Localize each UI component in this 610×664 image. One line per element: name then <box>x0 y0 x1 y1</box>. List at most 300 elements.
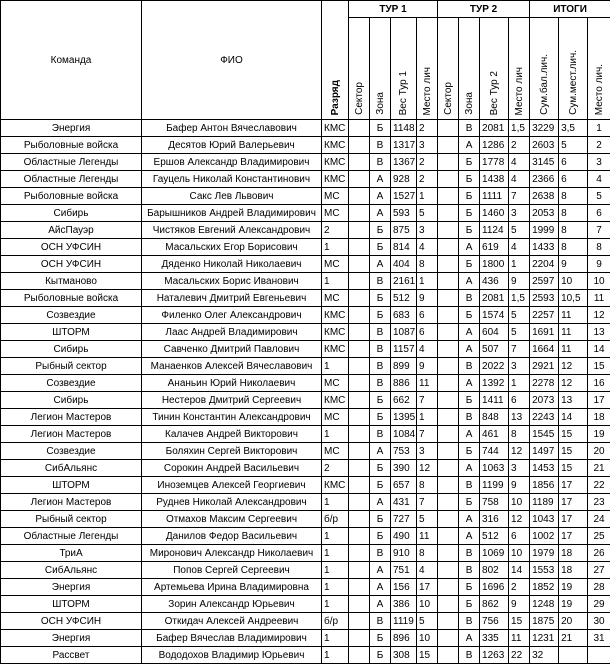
cell-zone-2: Б <box>459 188 480 205</box>
cell-place-1: 6 <box>417 307 438 324</box>
cell-sum-places: 14 <box>559 409 588 426</box>
cell-zone-2: Б <box>459 222 480 239</box>
cell-fio: Филенко Олег Александрович <box>142 307 322 324</box>
cell-sector-2 <box>438 579 459 596</box>
cell-rank: КМС <box>322 477 349 494</box>
cell-rank: КМС <box>322 154 349 171</box>
table-row <box>1 290 610 307</box>
cell-sector-2 <box>438 358 459 375</box>
cell-team: ОСН УФСИН <box>1 256 142 273</box>
cell-place-2: 2 <box>509 137 530 154</box>
cell-rank: 1 <box>322 528 349 545</box>
table-row <box>1 154 610 171</box>
cell-sum-points: 2593 <box>530 290 559 307</box>
cell-place-total: 19 <box>588 426 610 443</box>
table-row <box>1 392 610 409</box>
cell-rank: 1 <box>322 579 349 596</box>
cell-weight-1: 512 <box>391 290 417 307</box>
cell-zone-2: Б <box>459 307 480 324</box>
cell-weight-2: 1199 <box>480 477 509 494</box>
cell-place-1: 1 <box>417 273 438 290</box>
cell-zone-2: А <box>459 137 480 154</box>
cell-fio: Барышников Андрей Владимирович <box>142 205 322 222</box>
cell-place-2: 1,5 <box>509 290 530 307</box>
cell-zone-1: В <box>370 273 391 290</box>
cell-sum-points: 1664 <box>530 341 559 358</box>
cell-fio: Зорин Александр Юрьевич <box>142 596 322 613</box>
cell-sector-2 <box>438 273 459 290</box>
cell-weight-1: 683 <box>391 307 417 324</box>
cell-sector-1 <box>349 426 370 443</box>
cell-sum-points: 1545 <box>530 426 559 443</box>
cell-place-total: 28 <box>588 579 610 596</box>
cell-fio: Артемьева Ирина Владимировна <box>142 579 322 596</box>
cell-weight-2: 512 <box>480 528 509 545</box>
table-row <box>1 120 610 137</box>
header-weight-2: Вес Тур 2 <box>480 18 509 120</box>
cell-rank: 1 <box>322 239 349 256</box>
cell-sum-points: 2921 <box>530 358 559 375</box>
cell-weight-2: 862 <box>480 596 509 613</box>
cell-zone-2: А <box>459 511 480 528</box>
cell-zone-1: А <box>370 171 391 188</box>
cell-rank: КМС <box>322 137 349 154</box>
cell-sector-1 <box>349 596 370 613</box>
cell-sum-places: 15 <box>559 443 588 460</box>
cell-place-2: 12 <box>509 443 530 460</box>
cell-sector-2 <box>438 392 459 409</box>
cell-sector-1 <box>349 256 370 273</box>
cell-place-1: 1 <box>417 188 438 205</box>
cell-sum-points: 2638 <box>530 188 559 205</box>
cell-place-1: 9 <box>417 290 438 307</box>
cell-rank: 1 <box>322 273 349 290</box>
cell-rank: КМС <box>322 307 349 324</box>
cell-place-2: 13 <box>509 409 530 426</box>
cell-sum-points: 1453 <box>530 460 559 477</box>
cell-sum-points: 1231 <box>530 630 559 647</box>
cell-place-total: 17 <box>588 392 610 409</box>
cell-sum-points: 1553 <box>530 562 559 579</box>
cell-place-total: 22 <box>588 477 610 494</box>
cell-sector-2 <box>438 222 459 239</box>
cell-sector-1 <box>349 613 370 630</box>
header-place-2: Место лич <box>509 18 530 120</box>
cell-weight-1: 2161 <box>391 273 417 290</box>
cell-fio: Калачев Андрей Викторович <box>142 426 322 443</box>
cell-weight-1: 1087 <box>391 324 417 341</box>
header-tour2: ТУР 2 <box>438 1 530 18</box>
cell-zone-1: А <box>370 494 391 511</box>
cell-place-total: 12 <box>588 307 610 324</box>
cell-weight-2: 604 <box>480 324 509 341</box>
cell-team: Созвездие <box>1 443 142 460</box>
cell-rank: КМС <box>322 171 349 188</box>
cell-fio: Сакс Лев Львович <box>142 188 322 205</box>
cell-fio: Боляхин Сергей Викторович <box>142 443 322 460</box>
cell-sector-2 <box>438 613 459 630</box>
cell-fio: Чистяков Евгений Александрович <box>142 222 322 239</box>
cell-sector-2 <box>438 562 459 579</box>
cell-rank: 1 <box>322 596 349 613</box>
cell-zone-2: Б <box>459 494 480 511</box>
cell-place-total: 14 <box>588 341 610 358</box>
cell-sum-points: 1433 <box>530 239 559 256</box>
cell-zone-2: В <box>459 613 480 630</box>
cell-sector-1 <box>349 358 370 375</box>
cell-sector-2 <box>438 511 459 528</box>
cell-team: Энергия <box>1 630 142 647</box>
cell-weight-2: 2081 <box>480 290 509 307</box>
table-row <box>1 341 610 358</box>
table-row <box>1 426 610 443</box>
cell-team: Созвездие <box>1 307 142 324</box>
cell-sector-1 <box>349 137 370 154</box>
cell-sector-2 <box>438 409 459 426</box>
cell-weight-1: 593 <box>391 205 417 222</box>
cell-fio: Савченко Дмитрий Павлович <box>142 341 322 358</box>
cell-sum-places: 6 <box>559 154 588 171</box>
cell-place-total: 27 <box>588 562 610 579</box>
cell-sum-points: 1691 <box>530 324 559 341</box>
cell-place-2: 11 <box>509 630 530 647</box>
cell-sum-points: 2243 <box>530 409 559 426</box>
cell-weight-1: 1317 <box>391 137 417 154</box>
cell-weight-2: 848 <box>480 409 509 426</box>
cell-sector-1 <box>349 392 370 409</box>
cell-sector-2 <box>438 256 459 273</box>
cell-rank: 1 <box>322 630 349 647</box>
cell-rank: КМС <box>322 392 349 409</box>
table-row <box>1 545 610 562</box>
cell-sector-2 <box>438 137 459 154</box>
cell-weight-1: 156 <box>391 579 417 596</box>
cell-sum-places: 11 <box>559 341 588 358</box>
cell-team: СибАльянс <box>1 460 142 477</box>
table-row <box>1 562 610 579</box>
cell-place-total: 31 <box>588 630 610 647</box>
cell-sum-places: 18 <box>559 562 588 579</box>
cell-sector-2 <box>438 341 459 358</box>
cell-fio: Тинин Константин Александрович <box>142 409 322 426</box>
cell-rank: б/р <box>322 613 349 630</box>
cell-rank: МС <box>322 443 349 460</box>
cell-place-2: 3 <box>509 205 530 222</box>
cell-sum-points: 1497 <box>530 443 559 460</box>
cell-sector-2 <box>438 528 459 545</box>
cell-sum-places <box>559 647 588 664</box>
cell-weight-2: 756 <box>480 613 509 630</box>
table-row <box>1 307 610 324</box>
cell-place-2: 10 <box>509 494 530 511</box>
cell-sector-2 <box>438 443 459 460</box>
table-row <box>1 579 610 596</box>
cell-place-total: 18 <box>588 409 610 426</box>
table-row <box>1 460 610 477</box>
cell-zone-1: Б <box>370 630 391 647</box>
cell-place-total: 5 <box>588 188 610 205</box>
cell-sum-points: 1856 <box>530 477 559 494</box>
cell-zone-2: Б <box>459 596 480 613</box>
cell-zone-2: Б <box>459 443 480 460</box>
cell-zone-1: Б <box>370 239 391 256</box>
cell-weight-1: 1119 <box>391 613 417 630</box>
table-row <box>1 494 610 511</box>
header-fio: ФИО <box>142 1 322 120</box>
cell-fio: Ершов Александр Владимирович <box>142 154 322 171</box>
table-body <box>1 120 610 664</box>
table-row <box>1 630 610 647</box>
cell-weight-1: 910 <box>391 545 417 562</box>
cell-place-total: 15 <box>588 358 610 375</box>
cell-weight-1: 390 <box>391 460 417 477</box>
cell-zone-1: Б <box>370 120 391 137</box>
cell-place-total: 13 <box>588 324 610 341</box>
cell-fio: Лаас Андрей Владимирович <box>142 324 322 341</box>
cell-team: Сибирь <box>1 341 142 358</box>
cell-sum-points: 1043 <box>530 511 559 528</box>
cell-sum-places: 8 <box>559 222 588 239</box>
cell-team: ШТОРМ <box>1 477 142 494</box>
cell-rank: МС <box>322 375 349 392</box>
cell-place-1: 5 <box>417 205 438 222</box>
header-zone-1: Зона <box>370 18 391 120</box>
table-row <box>1 273 610 290</box>
cell-weight-1: 899 <box>391 358 417 375</box>
cell-weight-1: 814 <box>391 239 417 256</box>
cell-zone-2: В <box>459 647 480 664</box>
cell-sum-places: 8 <box>559 205 588 222</box>
header-rank: Разряд <box>322 1 349 120</box>
cell-weight-2: 1392 <box>480 375 509 392</box>
header-place-1: Место лич <box>417 18 438 120</box>
cell-zone-2: Б <box>459 392 480 409</box>
cell-sector-2 <box>438 154 459 171</box>
cell-place-total: 23 <box>588 494 610 511</box>
cell-team: ШТОРМ <box>1 596 142 613</box>
table-row <box>1 375 610 392</box>
cell-sector-2 <box>438 290 459 307</box>
table-row <box>1 596 610 613</box>
table-row <box>1 528 610 545</box>
cell-sum-points: 2597 <box>530 273 559 290</box>
cell-place-total: 16 <box>588 375 610 392</box>
cell-sum-places: 17 <box>559 528 588 545</box>
cell-sum-places: 17 <box>559 511 588 528</box>
cell-place-1: 3 <box>417 443 438 460</box>
cell-zone-2: В <box>459 120 480 137</box>
cell-sector-2 <box>438 647 459 664</box>
cell-zone-1: А <box>370 188 391 205</box>
cell-rank: б/р <box>322 511 349 528</box>
cell-team: Рыболовные войска <box>1 137 142 154</box>
cell-sum-places: 10,5 <box>559 290 588 307</box>
cell-zone-2: А <box>459 460 480 477</box>
cell-sector-2 <box>438 307 459 324</box>
cell-rank: КМС <box>322 341 349 358</box>
cell-place-2: 2 <box>509 579 530 596</box>
cell-team: ШТОРМ <box>1 324 142 341</box>
cell-rank: 2 <box>322 222 349 239</box>
cell-place-1: 4 <box>417 341 438 358</box>
cell-zone-2: В <box>459 562 480 579</box>
cell-rank: МС <box>322 256 349 273</box>
cell-place-2: 10 <box>509 545 530 562</box>
cell-weight-1: 431 <box>391 494 417 511</box>
table-row <box>1 205 610 222</box>
cell-zone-1: В <box>370 426 391 443</box>
cell-place-1: 11 <box>417 375 438 392</box>
cell-place-total: 26 <box>588 545 610 562</box>
cell-team: Сибирь <box>1 205 142 222</box>
cell-place-total: 8 <box>588 239 610 256</box>
cell-zone-2: В <box>459 409 480 426</box>
cell-place-1: 5 <box>417 511 438 528</box>
cell-sum-points: 3145 <box>530 154 559 171</box>
cell-sum-places: 9 <box>559 256 588 273</box>
cell-sector-2 <box>438 205 459 222</box>
table-row <box>1 324 610 341</box>
cell-place-total: 21 <box>588 460 610 477</box>
cell-zone-1: Б <box>370 647 391 664</box>
cell-weight-2: 1063 <box>480 460 509 477</box>
cell-weight-2: 758 <box>480 494 509 511</box>
cell-sum-places: 6 <box>559 171 588 188</box>
cell-team: Рыбный сектор <box>1 358 142 375</box>
cell-place-total: 25 <box>588 528 610 545</box>
cell-place-total: 10 <box>588 273 610 290</box>
cell-sum-points: 2257 <box>530 307 559 324</box>
cell-sector-1 <box>349 630 370 647</box>
table-row <box>1 647 610 664</box>
cell-zone-2: В <box>459 545 480 562</box>
cell-sector-1 <box>349 562 370 579</box>
cell-sector-1 <box>349 205 370 222</box>
cell-zone-2: Б <box>459 256 480 273</box>
cell-sum-places: 13 <box>559 392 588 409</box>
cell-zone-1: В <box>370 324 391 341</box>
cell-sum-points: 3229 <box>530 120 559 137</box>
cell-sum-places: 12 <box>559 358 588 375</box>
cell-sector-1 <box>349 222 370 239</box>
cell-place-1: 10 <box>417 596 438 613</box>
cell-rank: 1 <box>322 426 349 443</box>
cell-place-2: 4 <box>509 154 530 171</box>
cell-zone-1: А <box>370 256 391 273</box>
cell-team: Сибирь <box>1 392 142 409</box>
cell-place-2: 4 <box>509 239 530 256</box>
cell-place-total: 24 <box>588 511 610 528</box>
cell-team: Легион Мастеров <box>1 426 142 443</box>
cell-sector-1 <box>349 545 370 562</box>
cell-place-1: 8 <box>417 256 438 273</box>
cell-sum-places: 11 <box>559 307 588 324</box>
cell-team: Рыбный сектор <box>1 511 142 528</box>
cell-team: Областные Легенды <box>1 154 142 171</box>
cell-zone-2: Б <box>459 154 480 171</box>
cell-team: Энергия <box>1 120 142 137</box>
cell-sector-1 <box>349 307 370 324</box>
cell-zone-1: Б <box>370 307 391 324</box>
cell-weight-2: 1800 <box>480 256 509 273</box>
cell-zone-1: Б <box>370 477 391 494</box>
cell-rank: 1 <box>322 647 349 664</box>
cell-sector-1 <box>349 409 370 426</box>
header-sum-places: Сум.мест.лич. <box>559 18 588 120</box>
cell-place-2: 5 <box>509 307 530 324</box>
cell-fio: Миронович Александр Николаевич <box>142 545 322 562</box>
cell-zone-1: В <box>370 154 391 171</box>
cell-sum-places: 17 <box>559 494 588 511</box>
cell-place-2: 8 <box>509 426 530 443</box>
cell-place-2: 6 <box>509 528 530 545</box>
cell-place-2: 4 <box>509 171 530 188</box>
cell-place-2: 3 <box>509 460 530 477</box>
header-sector-1: Сектор <box>349 18 370 120</box>
cell-sum-points: 1875 <box>530 613 559 630</box>
cell-sector-2 <box>438 494 459 511</box>
cell-place-2: 7 <box>509 341 530 358</box>
cell-weight-1: 886 <box>391 375 417 392</box>
cell-zone-1: А <box>370 443 391 460</box>
cell-weight-1: 875 <box>391 222 417 239</box>
cell-team: Созвездие <box>1 375 142 392</box>
cell-sector-1 <box>349 154 370 171</box>
cell-fio: Руднев Николай Александрович <box>142 494 322 511</box>
cell-sum-points: 1979 <box>530 545 559 562</box>
cell-fio: Масальских Егор Борисович <box>142 239 322 256</box>
cell-weight-2: 1286 <box>480 137 509 154</box>
cell-zone-2: Б <box>459 579 480 596</box>
cell-team: Энергия <box>1 579 142 596</box>
cell-sum-points: 1852 <box>530 579 559 596</box>
cell-sum-points: 2366 <box>530 171 559 188</box>
cell-zone-1: В <box>370 613 391 630</box>
cell-team: СибАльянс <box>1 562 142 579</box>
cell-team: АйсПауэр <box>1 222 142 239</box>
cell-weight-2: 619 <box>480 239 509 256</box>
cell-sum-places: 21 <box>559 630 588 647</box>
cell-weight-2: 507 <box>480 341 509 358</box>
cell-team: Областные Легенды <box>1 528 142 545</box>
cell-place-total: 1 <box>588 120 610 137</box>
cell-weight-2: 2022 <box>480 358 509 375</box>
cell-place-1: 8 <box>417 477 438 494</box>
cell-place-2: 1 <box>509 375 530 392</box>
cell-weight-2: 1778 <box>480 154 509 171</box>
cell-place-total: 2 <box>588 137 610 154</box>
cell-sector-1 <box>349 375 370 392</box>
cell-place-2: 9 <box>509 596 530 613</box>
cell-sum-points: 1999 <box>530 222 559 239</box>
cell-rank: 1 <box>322 358 349 375</box>
cell-place-2: 1,5 <box>509 120 530 137</box>
cell-weight-1: 1148 <box>391 120 417 137</box>
cell-zone-1: А <box>370 205 391 222</box>
cell-rank: МС <box>322 205 349 222</box>
cell-rank: 1 <box>322 494 349 511</box>
cell-zone-2: Б <box>459 205 480 222</box>
cell-place-1: 11 <box>417 528 438 545</box>
header-sector-2: Сектор <box>438 18 459 120</box>
cell-sector-2 <box>438 239 459 256</box>
cell-sum-points: 32 <box>530 647 559 664</box>
cell-rank: КМС <box>322 324 349 341</box>
cell-sector-1 <box>349 239 370 256</box>
cell-place-1: 3 <box>417 222 438 239</box>
cell-sum-points: 1002 <box>530 528 559 545</box>
table-row <box>1 511 610 528</box>
